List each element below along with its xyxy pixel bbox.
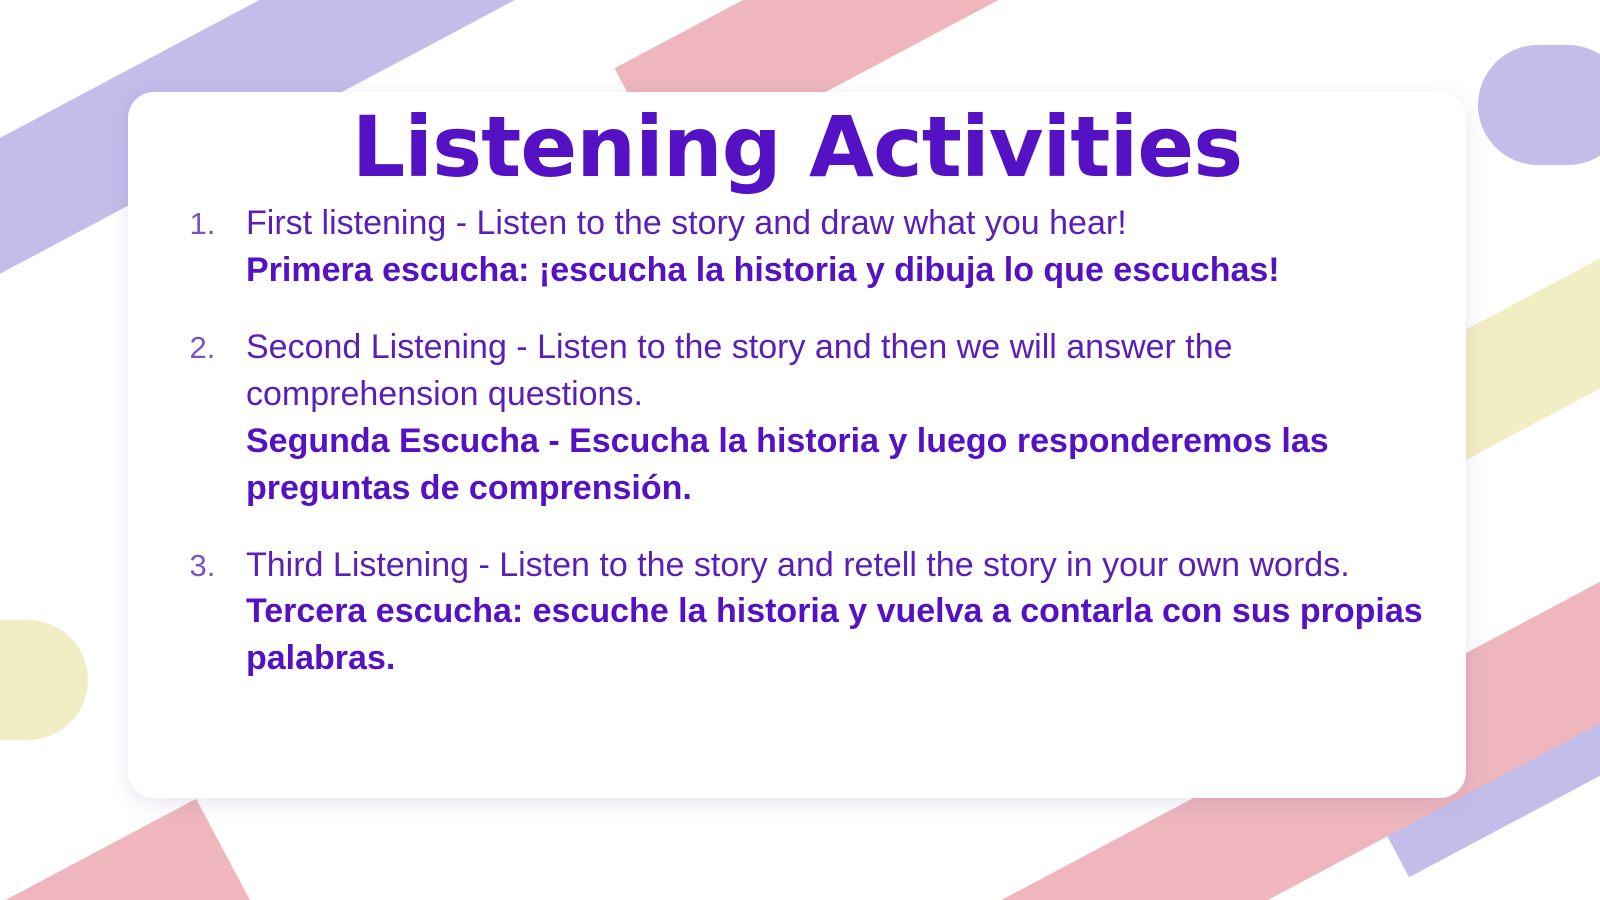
activities-list [162,200,1432,682]
activity-english-text: 3. Third Listening - Listen to the story and retell the story in your own words. [246,545,1350,584]
list-item [224,200,1432,294]
activity-spanish-text: Tercera escucha: escuche la historia y vuelva a contarla con sus propias palabras. [246,592,1423,678]
decorative-blob-purple [1478,45,1600,165]
activity-spanish-text: Primera escucha: ¡escucha la historia y dibuja lo que escuchas! [246,250,1280,289]
page-title: Listening Activities [351,98,1243,196]
activity-spanish-text: Segunda Escucha - Escucha la historia y luego responderemos las preguntas de comprensión. [246,421,1329,507]
list-item [224,324,1432,512]
activity-english-text: 2. Second Listening - Listen to the story and then we will answer the comprehension questions. [246,327,1233,413]
activity-english-text: 1. First listening - Listen to the story and draw what you hear! [246,204,1127,243]
decorative-blob-yellow [0,620,88,740]
content-card [128,92,1466,798]
decorative-stripe-pink-bottom-left [0,799,255,900]
list-item [224,542,1432,683]
